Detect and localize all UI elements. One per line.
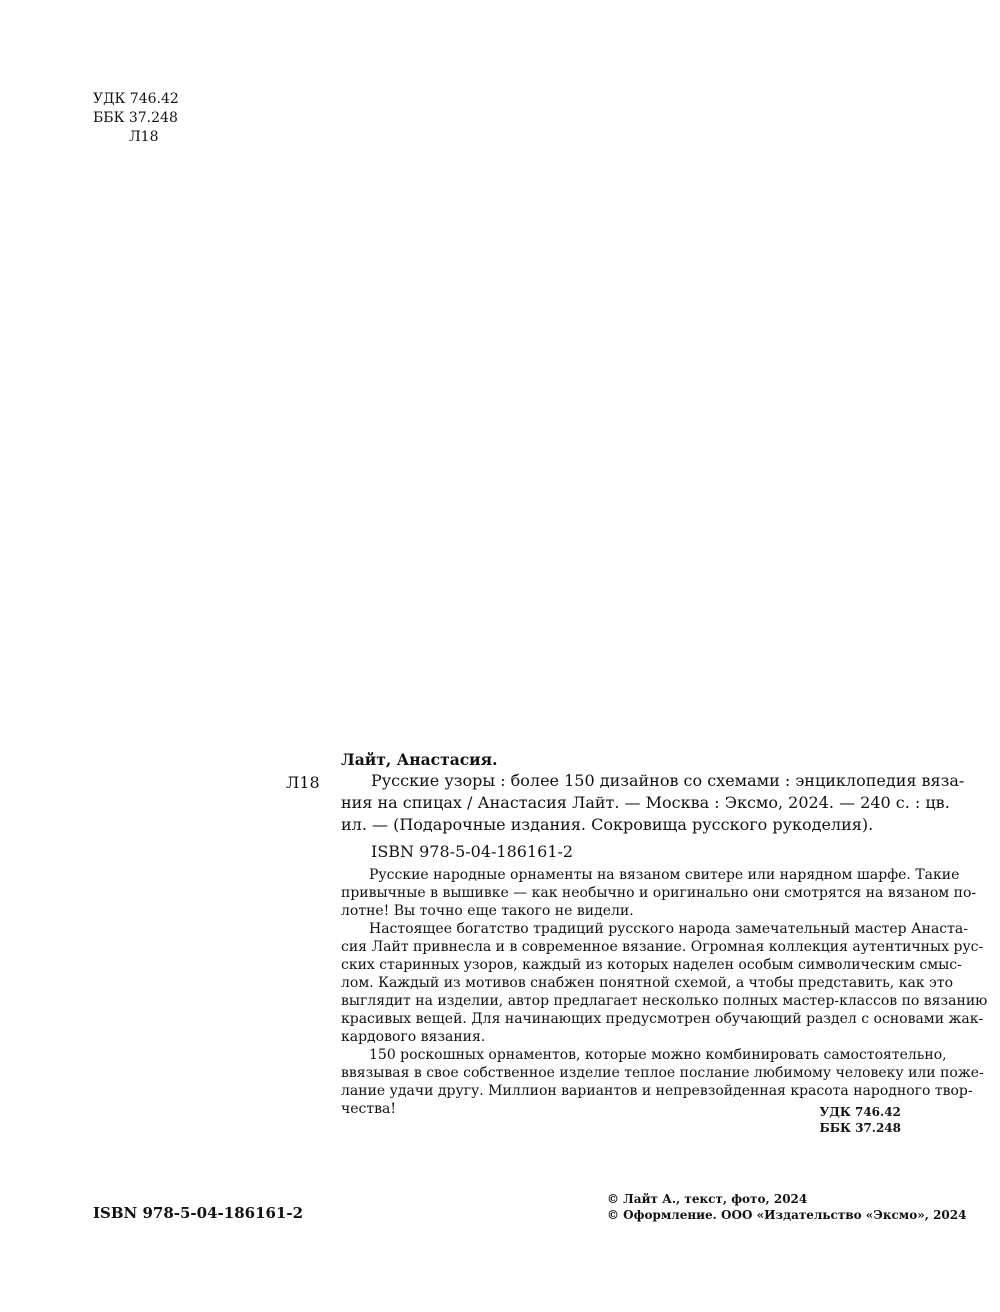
author-name: Лайт, Анастасия. (341, 750, 498, 769)
annotation-line: красивых вещей. Для начинающих предусмотрен обучающий раздел с основами жак- (341, 1011, 984, 1027)
udk-code-bottom: УДК 746.42 (819, 1105, 901, 1119)
annotation-line: Русские народные орнаменты на вязаном свитере или нарядном шарфе. Такие (369, 867, 960, 883)
bottom-classification-block (819, 1104, 901, 1136)
copyright-block (607, 1191, 966, 1223)
annotation-line: лом. Каждый из мотивов снабжен понятной схемой, а чтобы представить, как это (341, 975, 954, 991)
annotation-text (341, 866, 988, 1118)
top-classification-block (93, 90, 179, 147)
bibliographic-description (341, 770, 965, 836)
annotation-line: лотне! Вы точно еще такого не видели. (341, 903, 634, 919)
annotation-line: Настоящее богатство традиций русского народа замечательный мастер Анаста- (369, 921, 968, 937)
copyright-text: © Лайт А., текст, фото, 2024 (607, 1192, 808, 1206)
author-sign-record: Л18 (286, 773, 320, 792)
annotation-line: лание удачи другу. Миллион вариантов и непревзойденная красота народного твор- (341, 1083, 973, 1099)
copyright-design: © Оформление. ООО «Издательство «Эксмо», 2024 (607, 1208, 967, 1222)
author-sign: Л18 (129, 129, 159, 145)
bbk-code: ББК 37.248 (93, 110, 178, 126)
annotation-line: выглядит на изделии, автор предлагает несколько полных мастер-классов по вязанию (341, 993, 988, 1009)
description-line: ил. — (Подарочные издания. Сокровища русского рукоделия). (341, 815, 874, 834)
annotation-line: ввязывая в свое собственное изделие теплое послание любимому человеку или поже- (341, 1065, 984, 1081)
bbk-code-bottom: ББК 37.248 (819, 1121, 901, 1135)
description-line: ния на спицах / Анастасия Лайт. — Москва : Эксмо, 2024. — 240 с. : цв. (341, 793, 950, 812)
udk-code: УДК 746.42 (93, 91, 179, 107)
description-line: Русские узоры : более 150 дизайнов со схемами : энциклопедия вяза- (371, 771, 965, 790)
annotation-line: кардового вязания. (341, 1029, 486, 1045)
record-isbn: ISBN 978-5-04-186161-2 (371, 842, 574, 861)
annotation-line: 150 роскошных орнаментов, которые можно комбинировать самостоятельно, (369, 1047, 947, 1063)
annotation-line: ских старинных узоров, каждый из которых наделен особым символическим смыс- (341, 957, 962, 973)
annotation-line: сия Лайт привнесла и в современное вязание. Огромная коллекция аутентичных рус- (341, 939, 984, 955)
annotation-line: привычные в вышивке — как необычно и оригинально они смотрятся на вязаном по- (341, 885, 977, 901)
footer-isbn: ISBN 978-5-04-186161-2 (93, 1204, 304, 1222)
annotation-line: чества! (341, 1101, 396, 1117)
